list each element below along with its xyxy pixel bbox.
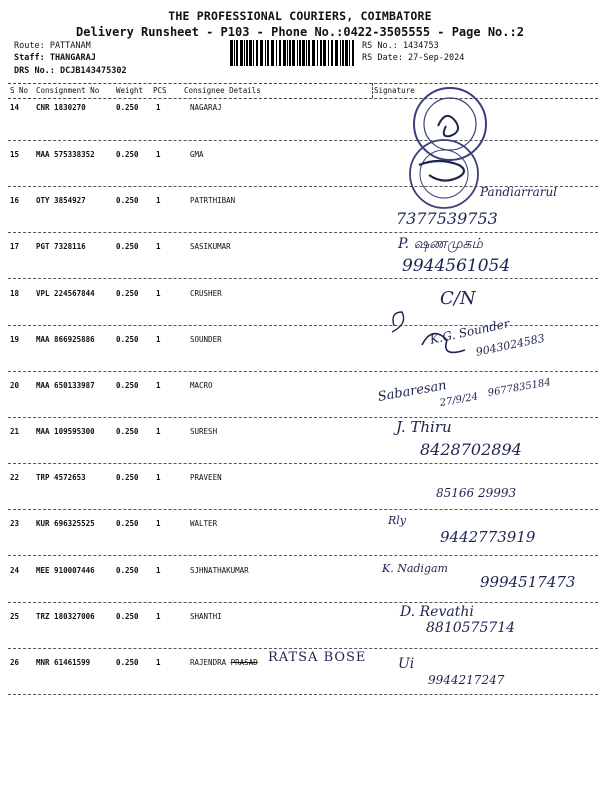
hw-r20-name: Sabaresan xyxy=(376,378,448,405)
handwritten-correction: RATSA BOSE xyxy=(268,650,367,665)
hw-r17-phone: 9944561054 xyxy=(402,256,511,276)
barcode-bar xyxy=(240,40,243,66)
col-sno: S No xyxy=(10,86,29,95)
barcode-bar xyxy=(249,40,252,66)
hw-r16-name: Pandiarrarul xyxy=(480,185,558,199)
barcode-bar xyxy=(292,40,295,66)
barcode xyxy=(230,40,356,66)
barcode-bar xyxy=(297,40,298,66)
hw-r23-phone: 9442773919 xyxy=(440,528,536,546)
barcode-bar xyxy=(345,40,348,66)
barcode-bar xyxy=(289,40,291,66)
hw-r26-sign: Ui xyxy=(398,656,415,672)
signature-stroke xyxy=(422,334,465,353)
barcode-bar xyxy=(312,40,315,66)
barcode-bar xyxy=(265,40,266,66)
barcode-bar xyxy=(283,40,286,66)
signature-scribbles xyxy=(372,90,600,690)
drs-number: DRS No.: DCJB143475302 xyxy=(14,66,127,76)
hw-r26-phone: 9944217247 xyxy=(428,673,505,687)
hw-r19-phone: 9043024583 xyxy=(474,331,546,359)
barcode-bar xyxy=(352,40,354,66)
barcode-bar xyxy=(302,40,305,66)
barcode-bar xyxy=(335,40,338,66)
barcode-bar xyxy=(340,40,341,66)
barcode-bar xyxy=(331,40,333,66)
barcode-bar xyxy=(299,40,301,66)
staff-label: Staff: THANGARAJ xyxy=(14,53,96,63)
hw-r19-name: K.G. Sounder xyxy=(428,316,511,347)
col-pcs: PCS xyxy=(153,86,167,95)
hw-r17-name: P. ஷணமுகம் xyxy=(398,236,483,252)
hw-r21-name: J. Thiru xyxy=(396,418,452,436)
rs-number: RS No.: 1434753 xyxy=(362,41,439,51)
barcode-bar xyxy=(306,40,307,66)
barcode-bar xyxy=(260,40,263,66)
barcode-bar xyxy=(246,40,248,66)
hw-r24-name: K. Nadigam xyxy=(382,562,448,575)
barcode-bar xyxy=(320,40,322,66)
hw-r20-date: 27/9/24 xyxy=(439,391,479,409)
barcode-bar xyxy=(236,40,238,66)
hw-r20-phone: 9677835184 xyxy=(487,377,552,399)
barcode-bar xyxy=(230,40,233,66)
runsheet-line: Delivery Runsheet - P103 - Phone No.:0422-3505555 - Page No.:2 xyxy=(76,25,524,39)
struck-consignee-word: PRASAD xyxy=(230,658,258,667)
barcode-bar xyxy=(287,40,288,66)
barcode-bar xyxy=(267,40,269,66)
barcode-bar xyxy=(256,40,258,66)
rs-date: RS Date: 27-Sep-2024 xyxy=(362,53,465,63)
barcode-bar xyxy=(244,40,245,66)
barcode-bar xyxy=(342,40,344,66)
hw-r16-phone: 7377539753 xyxy=(396,209,498,228)
col-weight: Weight xyxy=(116,86,144,95)
col-consignment: Consignment No xyxy=(36,86,100,95)
route-label: Route: PATTANAM xyxy=(14,41,91,51)
barcode-bar xyxy=(308,40,310,66)
barcode-bar xyxy=(317,40,318,66)
barcode-bar xyxy=(349,40,350,66)
signature-stroke xyxy=(392,312,404,332)
col-signature: Signature xyxy=(374,86,415,95)
barcode-bar xyxy=(279,40,281,66)
hw-r18-mark: C/N xyxy=(440,288,476,309)
barcode-bar xyxy=(276,40,277,66)
barcode-bar xyxy=(253,40,254,66)
barcode-bar xyxy=(323,40,326,66)
hw-r21-phone: 8428702894 xyxy=(420,440,522,459)
row-divider xyxy=(8,694,598,695)
company-title: THE PROFESSIONAL COURIERS, COIMBATORE xyxy=(168,9,432,23)
hw-r25-name: D. Revathi xyxy=(400,604,474,620)
hw-r25-phone: 8810575714 xyxy=(426,620,516,636)
hw-r22-phone: 85166 29993 xyxy=(436,486,517,500)
barcode-bar xyxy=(234,40,235,66)
col-consignee: Consignee Details xyxy=(184,86,261,95)
barcode-bar xyxy=(328,40,329,66)
hw-r24-phone: 9994517473 xyxy=(480,573,576,591)
hw-r23-sign: Rly xyxy=(388,514,407,527)
barcode-bar xyxy=(271,40,274,66)
